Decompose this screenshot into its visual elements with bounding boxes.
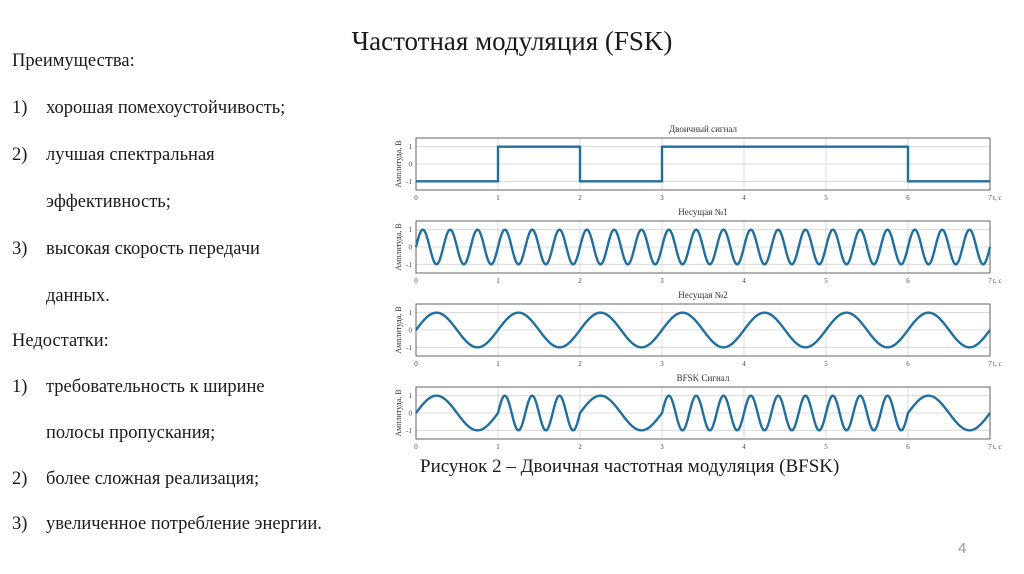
x-tick-label: 1 xyxy=(496,443,500,451)
y-axis-label: Амплитуда, В xyxy=(394,140,403,188)
y-tick-label: 0 xyxy=(408,409,412,418)
y-tick-label: -1 xyxy=(406,343,412,352)
x-tick-label: 5 xyxy=(824,360,828,368)
list-item-text: полосы пропускания; xyxy=(46,423,216,443)
list-number: 1) xyxy=(12,377,28,397)
list-item-text: хорошая помехоустойчивость; xyxy=(46,98,286,118)
subplot-1 xyxy=(394,124,1002,202)
y-tick-label: -1 xyxy=(406,260,412,269)
x-tick-label: 2 xyxy=(578,360,582,368)
y-axis-label: Амплитуда, В xyxy=(394,389,403,437)
x-tick-label: 7 xyxy=(988,194,992,202)
x-axis-label: t, c xyxy=(993,360,1002,368)
x-tick-label: 0 xyxy=(414,360,418,368)
x-axis-label: t, c xyxy=(993,443,1002,451)
x-tick-label: 5 xyxy=(824,443,828,451)
x-tick-label: 6 xyxy=(906,443,910,451)
list-number: 2) xyxy=(12,469,28,489)
y-tick-label: 1 xyxy=(408,226,412,235)
subplot-title: BFSK Сигнал xyxy=(676,373,730,383)
list-item-text: данных. xyxy=(46,286,110,306)
x-tick-label: 6 xyxy=(906,360,910,368)
x-tick-label: 5 xyxy=(824,194,828,202)
x-tick-label: 4 xyxy=(742,443,746,451)
y-tick-label: 0 xyxy=(408,243,412,252)
subplot-title: Двоичный сигнал xyxy=(669,124,737,134)
list-item-text: высокая скорость передачи xyxy=(46,239,260,259)
x-tick-label: 3 xyxy=(660,360,664,368)
x-tick-label: 1 xyxy=(496,194,500,202)
x-tick-label: 2 xyxy=(578,277,582,285)
x-tick-label: 2 xyxy=(578,443,582,451)
subplot-title: Несущая №1 xyxy=(678,207,728,217)
x-tick-label: 4 xyxy=(742,360,746,368)
y-axis-label: Амплитуда, В xyxy=(394,306,403,354)
y-tick-label: 1 xyxy=(408,309,412,318)
subplot-3 xyxy=(394,290,1002,368)
x-tick-label: 1 xyxy=(496,277,500,285)
x-tick-label: 3 xyxy=(660,277,664,285)
x-tick-label: 0 xyxy=(414,194,418,202)
x-tick-label: 4 xyxy=(742,277,746,285)
advantages-heading: Преимущества: xyxy=(12,51,135,71)
x-tick-label: 3 xyxy=(660,194,664,202)
subplot-4 xyxy=(394,373,1002,451)
list-number: 3) xyxy=(12,514,28,534)
x-tick-label: 2 xyxy=(578,194,582,202)
y-tick-label: -1 xyxy=(406,426,412,435)
x-tick-label: 7 xyxy=(988,277,992,285)
x-axis-label: t, c xyxy=(993,277,1002,285)
list-item-text: увеличенное потребление энергии. xyxy=(46,514,322,534)
x-tick-label: 5 xyxy=(824,277,828,285)
page-number: 4 xyxy=(958,540,967,557)
list-item-text: эффективность; xyxy=(46,192,171,212)
y-tick-label: 1 xyxy=(408,143,412,152)
x-tick-label: 7 xyxy=(988,443,992,451)
list-number: 2) xyxy=(12,145,28,165)
x-tick-label: 0 xyxy=(414,277,418,285)
list-item-text: более сложная реализация; xyxy=(46,469,260,489)
list-item-text: требовательность к ширине xyxy=(46,377,265,397)
x-tick-label: 4 xyxy=(742,194,746,202)
x-tick-label: 1 xyxy=(496,360,500,368)
y-tick-label: -1 xyxy=(406,177,412,186)
figure-caption: Рисунок 2 – Двоичная частотная модуляция (BFSK) xyxy=(420,456,840,477)
y-tick-label: 0 xyxy=(408,160,412,169)
subplot-2 xyxy=(394,207,1002,285)
list-number: 1) xyxy=(12,98,28,118)
x-tick-label: 0 xyxy=(414,443,418,451)
y-tick-label: 1 xyxy=(408,392,412,401)
x-axis-label: t, c xyxy=(993,194,1002,202)
list-item-text: лучшая спектральная xyxy=(46,145,215,165)
list-number: 3) xyxy=(12,239,28,259)
subplot-title: Несущая №2 xyxy=(678,290,728,300)
y-axis-label: Амплитуда, В xyxy=(394,223,403,271)
y-tick-label: 0 xyxy=(408,326,412,335)
x-tick-label: 6 xyxy=(906,194,910,202)
x-tick-label: 3 xyxy=(660,443,664,451)
x-tick-label: 6 xyxy=(906,277,910,285)
x-tick-label: 7 xyxy=(988,360,992,368)
slide-title: Частотная модуляция (FSK) xyxy=(351,26,673,56)
disadvantages-heading: Недостатки: xyxy=(12,331,109,351)
